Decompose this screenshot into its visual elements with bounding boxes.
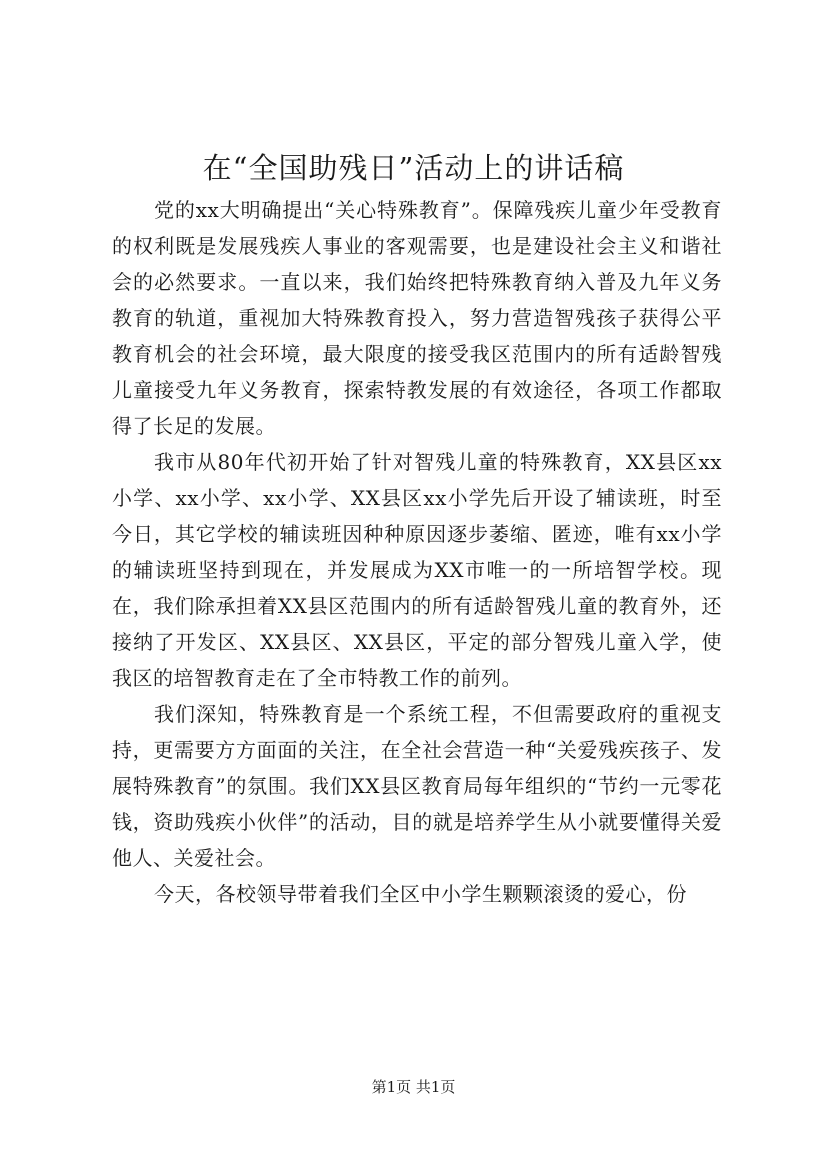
document-body: [112, 192, 722, 912]
paragraph-3: 我们深知，特殊教育是一个系统工程，不但需要政府的重视支持，更需要方方面面的关注，在全社会营造一种“关爱残疾孩子、发展特殊教育”的氛围。我们XX县区教育局每年组织的“节约一元零花钱，资助残疾小伙伴”的活动，目的就是培养学生从小就要懂得关爱他人、关爱社会。: [112, 702, 722, 870]
paragraph-2: 我市从80年代初开始了针对智残儿童的特殊教育，XX县区xx小学、xx小学、xx小学、XX县区xx小学先后开设了辅读班，时至今日，其它学校的辅读班因种种原因逐步萎缩、匿迹，唯有xx小学的辅读班坚持到现在，并发展成为XX市唯一的一所培智学校。现在，我们除承担着XX县区范围内的所有适龄智残儿童的教育外，还接纳了开发区、XX县区、XX县区，平定的部分智残儿童入学，使我区的培智教育走在了全市特教工作的前列。: [112, 450, 722, 690]
paragraph-4: 今天，各校领导带着我们全区中小学生颗颗滚烫的爱心，份: [154, 882, 687, 906]
page-footer: 第1页 共1页: [371, 1078, 456, 1096]
document-title: 在“全国助残日”活动上的讲话稿: [202, 151, 625, 185]
paragraph-1: 党的xx大明确提出“关心特殊教育”。保障残疾儿童少年受教育的权利既是发展残疾人事业的客观需要，也是建设社会主义和谐社会的必然要求。一直以来，我们始终把特殊教育纳入普及九年义务教育的轨道，重视加大特殊教育投入，努力营造智残孩子获得公平教育机会的社会环境，最大限度的接受我区范围内的所有适龄智残儿童接受九年义务教育，探索特教发展的有效途径，各项工作都取得了长足的发展。: [112, 198, 722, 438]
